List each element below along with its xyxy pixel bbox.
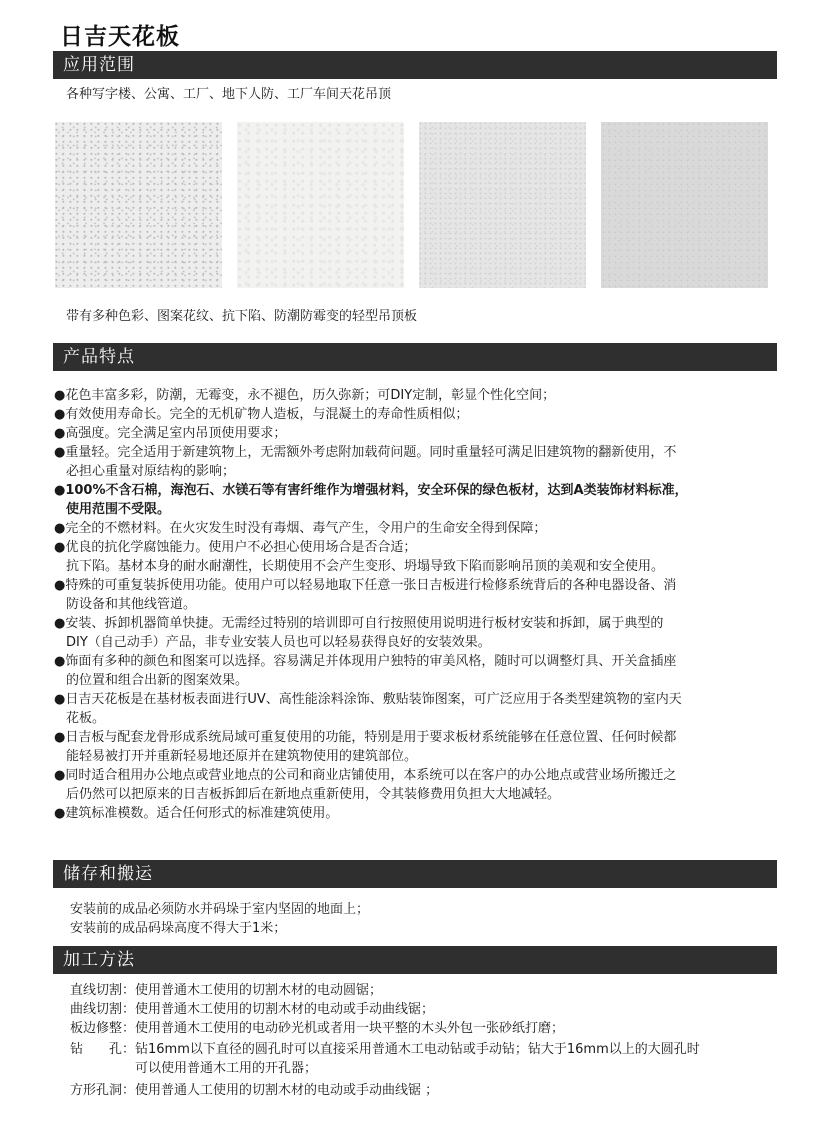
processing-line: 直线切割：使用普通木工使用的切割木材的电动圆锯； xyxy=(70,983,383,998)
storage-line: 安装前的成品必须防水并码垛于室内坚固的地面上； xyxy=(70,902,370,917)
feature-line: ●高强度。完全满足室内吊顶使用要求； xyxy=(54,426,287,441)
feature-line: 必担心重量对原结构的影响； xyxy=(66,464,236,479)
feature-line: ●建筑标准模数。适合任何形式的标准建筑使用。 xyxy=(54,806,339,821)
feature-line: ●安装、拆卸机器简单快捷。无需经过特别的培训即可自行按照使用说明进行板材安装和拆卸，属于典型的 xyxy=(54,616,664,631)
processing-line: 可以使用普通木工用的开孔器； xyxy=(70,1061,318,1076)
section-heading-storage: 储存和搬运 xyxy=(53,860,777,888)
features-list xyxy=(54,386,778,823)
processing-line: 钻 孔：钻16mm以下直径的圆孔时可以直接采用普通木工电动钻或手动钻；钻大于16mm以上的大圆孔时 xyxy=(70,1042,700,1057)
processing-line: 曲线切割：使用普通木工使用的切割木材的电动或手动曲线锯； xyxy=(70,1002,435,1017)
ceiling-tile-sample-3 xyxy=(419,122,586,288)
feature-line: 能轻易被打开并重新轻易地还原并在建筑物使用的建筑部位。 xyxy=(66,749,418,764)
ceiling-tile-sample-2 xyxy=(237,122,404,288)
feature-line: 花板。 xyxy=(66,711,106,726)
feature-line: ●同时适合租用办公地点或营业地点的公司和商业店铺使用，本系统可以在客户的办公地点或营业场所搬迁之 xyxy=(54,768,677,783)
ceiling-tile-sample-4 xyxy=(601,122,768,288)
feature-line: ●有效使用寿命长。完全的无机矿物人造板，与混凝土的寿命性质相似； xyxy=(54,407,469,422)
feature-line: ●完全的不燃材料。在火灾发生时没有毒烟、毒气产生，令用户的生命安全得到保障； xyxy=(54,521,547,536)
page-title: 日吉天花板 xyxy=(60,24,180,50)
feature-line: ●日吉天花板是在基材板表面进行UV、高性能涂料涂饰、敷贴装饰图案，可广泛应用于各类型建筑物的室内天 xyxy=(54,692,682,707)
feature-line: 防设备和其他线管道。 xyxy=(66,597,197,612)
feature-line: 使用范围不受限。 xyxy=(66,502,171,517)
section-heading-features: 产品特点 xyxy=(53,343,777,371)
feature-line: ●重量轻。完全适用于新建筑物上，无需额外考虑附加载荷问题。同时重量轻可满足旧建筑物的翻新使用，不 xyxy=(54,445,677,460)
feature-line: 的位置和组合出新的图案效果。 xyxy=(66,673,249,688)
section-heading-application: 应用范围 xyxy=(53,51,777,79)
section-heading-processing: 加工方法 xyxy=(53,946,777,974)
application-text: 各种写字楼、公寓、工厂、地下人防、工厂车间天花吊顶 xyxy=(66,87,392,102)
feature-line: ●花色丰富多彩，防潮，无霉变，永不褪色，历久弥新；可DIY定制，彰显个性化空间； xyxy=(54,388,556,403)
feature-line: ●饰面有多种的颜色和图案可以选择。容易满足并体现用户独特的审美风格，随时可以调整灯具、开关盒插座 xyxy=(54,654,677,669)
feature-line: ●特殊的可重复装拆使用功能。使用户可以轻易地取下任意一张日吉板进行检修系统背后的各种电器设备、消 xyxy=(54,578,677,593)
processing-line: 方形孔洞：使用普通人工使用的切割木材的电动或手动曲线锯 ； xyxy=(70,1083,439,1098)
samples-caption: 带有多种色彩、图案花纹、抗下陷、防潮防霉变的轻型吊顶板 xyxy=(66,309,418,324)
feature-line: 后仍然可以把原来的日吉板拆卸后在新地点重新使用，令其装修费用负担大大地减轻。 xyxy=(66,787,561,802)
ceiling-tile-sample-1 xyxy=(55,122,222,288)
feature-line: DIY（自己动手）产品，非专业安装人员也可以轻易获得良好的安装效果。 xyxy=(66,635,491,650)
feature-line: ●优良的抗化学腐蚀能力。使用户不必担心使用场合是否合适； xyxy=(54,540,417,555)
feature-line: 抗下陷。基材本身的耐水耐潮性，长期使用不会产生变形、坍塌导致下陷而影响吊顶的美观和安全使用。 xyxy=(66,559,665,574)
feature-line: ●日吉板与配套龙骨形成系统局域可重复使用的功能，特别是用于要求板材系统能够在任意位置、任何时候都 xyxy=(54,730,677,745)
storage-line: 安装前的成品码垛高度不得大于1米； xyxy=(70,921,287,936)
feature-line: ●100%不含石棉，海泡石、水镁石等有害纤维作为增强材料，安全环保的绿色板材，达到A类装饰材料标准， xyxy=(54,483,688,498)
processing-line: 板边修整：使用普通木工使用的电动砂光机或者用一块平整的木头外包一张砂纸打磨； xyxy=(70,1021,565,1036)
